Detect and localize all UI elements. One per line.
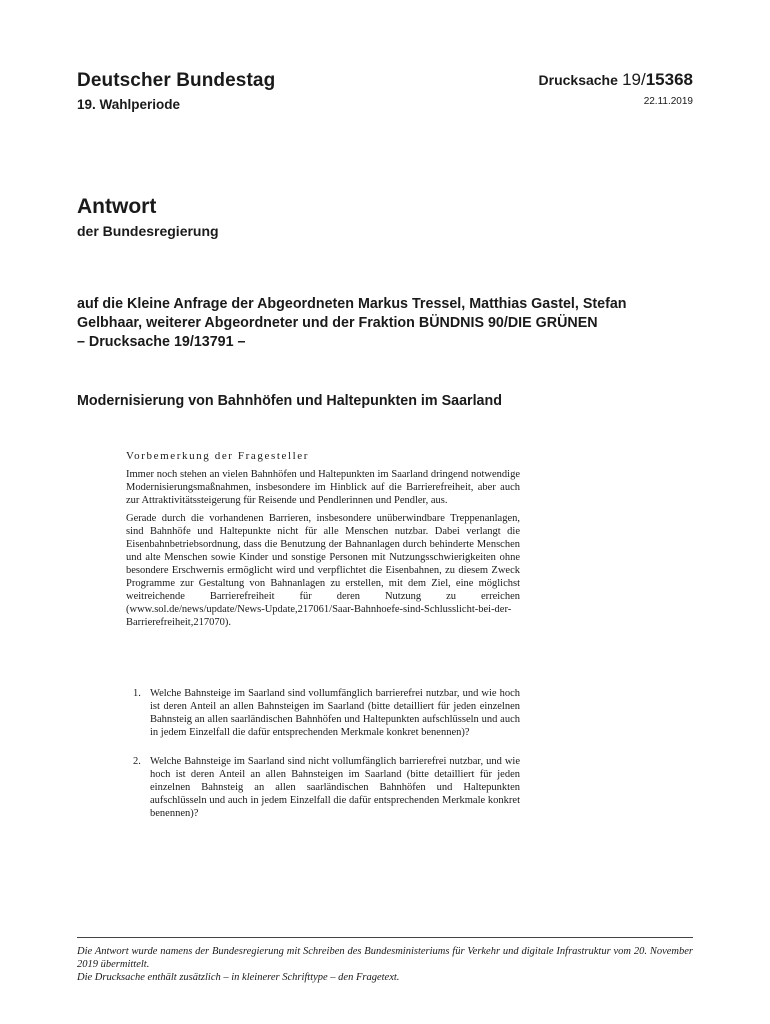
document-date: 22.11.2019 [643,96,693,107]
document-number-value: 15368 [645,70,693,89]
inquiry-line-1: auf die Kleine Anfrage der Abgeordneten Markus Tressel, Matthias Gastel, Stefan [77,296,627,312]
question-item [126,687,520,739]
document-number [539,70,693,90]
document-header-right [539,70,693,107]
footer-divider [77,937,693,938]
document-subtitle: der Bundesregierung [77,223,219,239]
topic-heading: Modernisierung von Bahnhöfen und Haltepunkten im Saarland [77,393,502,409]
footnote [77,945,693,984]
document-number-label: Drucksache [538,72,618,88]
question-number: 2. [133,756,141,767]
question-list [126,687,520,836]
question-text: Welche Bahnsteige im Saarland sind vollumfänglich barrierefrei nutzbar, und wie hoch ist deren Anteil an allen Bahnsteigen im Saarland (bitte detailliert für jeden einzelnen Bahnsteig an allen saarländischen Bahnhöfen und Haltepunkten aufschlüsseln und auch in jedem Einzelfall die dafür entsprechenden Merkmale konkret benennen)? [150,688,520,738]
footnote-type-note: Die Drucksache enthält zusätzlich – in kleinerer Schrifttype – den Fragetext. [77,972,400,983]
question-number: 1. [133,688,141,699]
inquiry-reference [77,295,697,352]
question-text: Welche Bahnsteige im Saarland sind nicht vollumfänglich barrierefrei nutzbar, und wie hoch ist deren Anteil an allen Bahnsteigen im Saarland (bitte detailliert für jeden einzelnen Bahnsteig an allen saarländischen Bahnhöfen und Haltepunkten aufschlüsseln und auch in jedem Einzelfall die dafür entsprechenden Merkmale konkret benennen)? [150,756,520,819]
document-number-prefix: 19/ [622,70,646,89]
preface-paragraph: Immer noch stehen an vielen Bahnhöfen und Haltepunkten im Saarland dringend notwendige Modernisierungsmaßnahmen, insbesondere im Hinblick auf die Barrierefreiheit, aber auch zur Attraktivitätssteigerung für Reisende und Pendlerinnen und Pendler, aus. [126,469,520,506]
document-title: Antwort [77,195,157,218]
preface-title: Vorbemerkung der Fragesteller [126,450,310,462]
inquiry-line-2: Gelbhaar, weiterer Abgeordneter und der Fraktion BÜNDNIS 90/DIE GRÜNEN [77,315,598,331]
question-item [126,755,520,820]
footnote-transmission: Die Antwort wurde namens der Bundesregierung mit Schreiben des Bundesministeriums für Verkehr und digitale Infrastruktur vom 20. November 2019 übermittelt. [77,946,693,970]
legislative-period: 19. Wahlperiode [77,97,181,112]
document-header-left [77,70,275,112]
preface-paragraph: Gerade durch die vorhandenen Barrieren, insbesondere unüberwindbare Treppenanlagen, sind Bahnhöfe und Haltepunkte nicht für alle Menschen nutzbar. Dabei verlangt die Eisenbahnbetriebsordnung, dass die Benutzung der Bahnanlagen durch behinderte Menschen und alte Menschen sowie Kinder und sonstige Personen mit Nutzungsschwierigkeiten ohne besondere Erschwernis ermöglicht wird und verpflichtet die Eisenbahnen, zu diesem Zweck Programme zur Gestaltung von Bahnanlagen zu erstellen, mit dem Ziel, eine möglichst weitreichende Barrierefreiheit für deren Nutzung zu erreichen (www.sol.de/news/update/News-Update,217061/Saar-Bahnhoefe-sind-Schlusslicht-bei-der-Barrierefreiheit,217070). [126,513,520,628]
institution-name: Deutscher Bundestag [77,70,276,91]
preface-section [126,450,520,634]
inquiry-line-3: – Drucksache 19/13791 – [77,334,246,350]
